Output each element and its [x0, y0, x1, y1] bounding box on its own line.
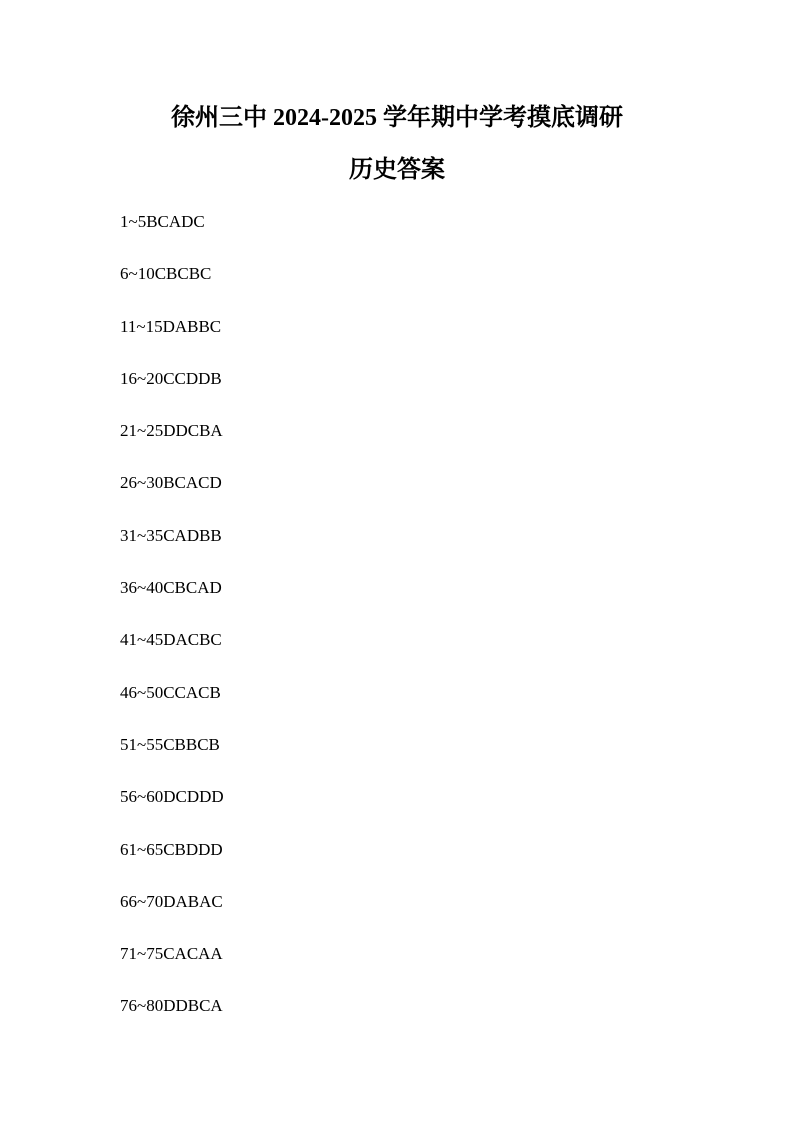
answer-row: 41~45DACBC: [120, 630, 222, 650]
answer-row: 1~5BCADC: [120, 212, 205, 231]
document-subtitle: 历史答案: [349, 157, 445, 183]
answer-row: 66~70DABAC: [120, 891, 223, 911]
answer-row: 31~35CADBB: [120, 525, 222, 545]
answer-row: 6~10CBCBC: [120, 264, 212, 284]
document-title: 徐州三中 2024-2025 学年期中学考摸底调研: [171, 105, 623, 131]
answer-row: 51~55CBBCB: [120, 734, 220, 754]
answer-row: 76~80DDBCA: [120, 996, 223, 1016]
answer-row: 36~40CBCAD: [120, 578, 222, 598]
answer-row: 46~50CCACB: [120, 682, 221, 702]
answer-row: 26~30BCACD: [120, 473, 222, 493]
answer-row: 71~75CACAA: [120, 944, 223, 964]
answer-row: 21~25DDCBA: [120, 421, 223, 441]
answer-row: 11~15DABBC: [120, 316, 222, 336]
answer-list: [120, 208, 224, 1045]
answer-row: 61~65CBDDD: [120, 839, 223, 859]
answer-row: 16~20CCDDB: [120, 368, 222, 388]
answer-row: 56~60DCDDD: [120, 787, 224, 807]
